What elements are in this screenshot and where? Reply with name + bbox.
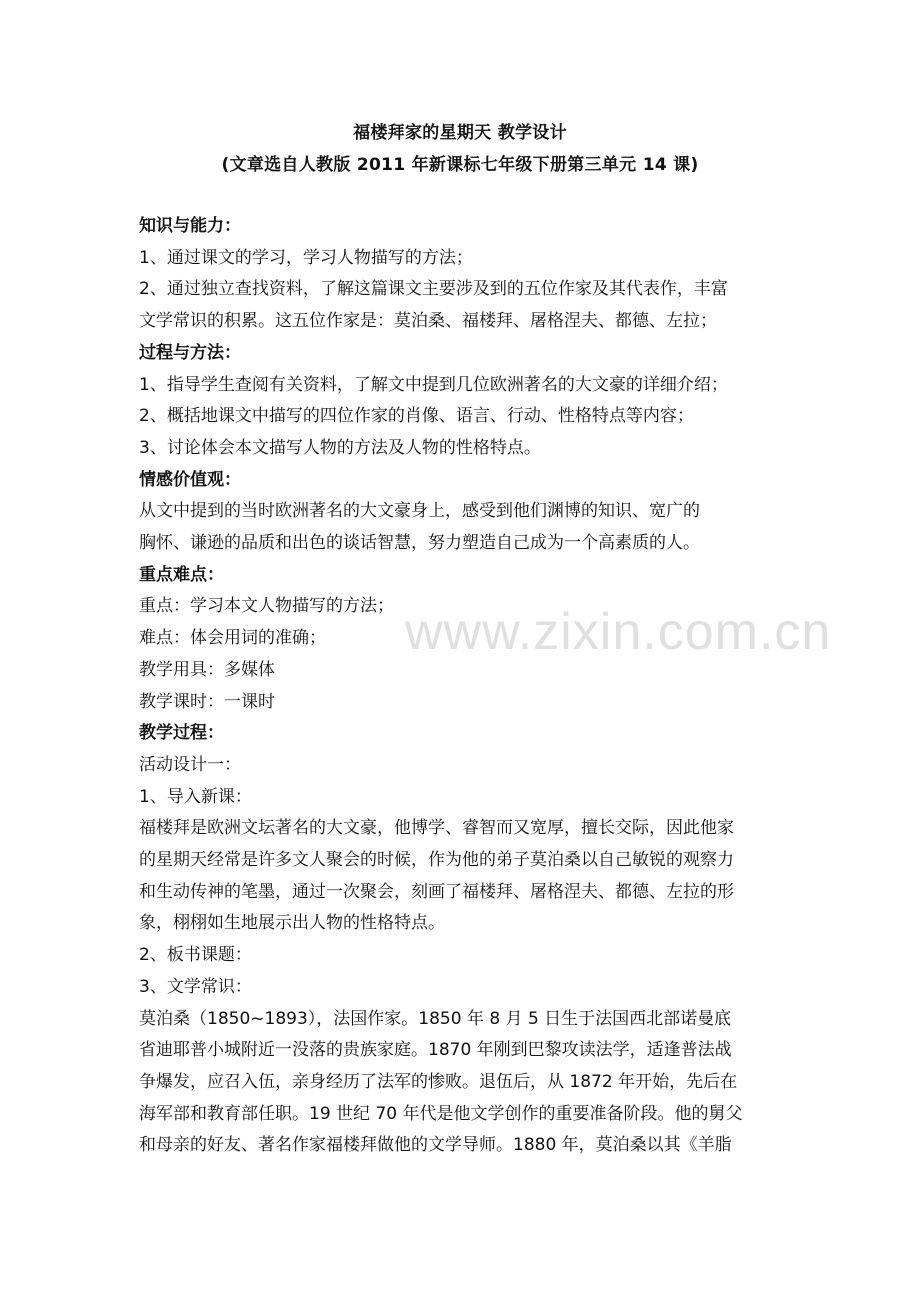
section-heading: 重点难点： [139,564,224,585]
section-heading: 教学过程： [139,723,224,744]
body-line: 活动设计一： [139,754,241,775]
section-heading: 情感价值观： [139,469,241,490]
body-line: 2、通过独立查找资料，了解这篇课文主要涉及到的五位作家及其代表作，丰富 [139,279,728,300]
section-heading: 过程与方法： [139,342,241,363]
body-line: 文学常识的积累。这五位作家是：莫泊桑、福楼拜、屠格涅夫、都德、左拉； [139,311,717,332]
body-line: 难点：体会用词的准确； [139,628,326,649]
section-heading: 知识与能力： [139,216,241,236]
body-line: 省迪耶普小城附近一没落的贵族家庭。1870 年刚到巴黎攻读法学，适逢普法战 [139,1040,732,1061]
document-title: 福楼拜家的星期天 教学设计 [353,123,567,143]
body-line: 福楼拜是欧洲文坛著名的大文豪，他博学、睿智而又宽厚，擅长交际，因此他家 [139,818,734,839]
body-line: 3、文学常识： [139,976,252,997]
body-line: 的星期天经常是许多文人聚会的时候，作为他的弟子莫泊桑以自己敏锐的观察力 [139,850,734,871]
body-line: 1、通过课文的学习，学习人物描写的方法； [139,247,473,268]
body-line: 和生动传神的笔墨，通过一次聚会，刻画了福楼拜、屠格涅夫、都德、左拉的形 [139,881,734,902]
body-line: 象，栩栩如生地展示出人物的性格特点。 [139,913,445,934]
document-subtitle: (文章选自人教版 2011 年新课标七年级下册第三单元 14 课) [221,155,699,175]
body-line: 教学课时：一课时 [139,691,275,712]
body-line: 争爆发，应召入伍，亲身经历了法军的惨败。退伍后，从 1872 年开始，先后在 [139,1071,738,1092]
document-body [139,211,784,1162]
body-line: 从文中提到的当时欧洲著名的大文豪身上，感受到他们渊博的知识、宽广的 [139,501,700,522]
body-line: 2、概括地课文中描写的四位作家的肖像、语言、行动、性格特点等内容； [139,406,694,427]
body-line: 胸怀、谦逊的品质和出色的谈话智慧，努力塑造自己成为一个高素质的人。 [139,533,700,554]
body-line: 海军部和教育部任职。19 世纪 70 年代是他文学创作的重要准备阶段。他的舅父 [139,1103,743,1124]
body-line: 和母亲的好友、著名作家福楼拜做他的文学导师。1880 年，莫泊桑以其《羊脂 [139,1135,732,1156]
body-line: 重点：学习本文人物描写的方法； [139,596,394,617]
watermark-text: www.zixin.com.cn [405,603,832,661]
body-line: 2、板书课题： [139,945,252,966]
body-line: 莫泊桑（1850~1893），法国作家。1850 年 8 月 5 日生于法国西北部诺曼底 [139,1008,732,1029]
body-line: 教学用具：多媒体 [139,659,275,680]
body-line: 1、导入新课： [139,786,252,807]
body-line: 1、指导学生查阅有关资料，了解文中提到几位欧洲著名的大文豪的详细介绍； [139,374,728,395]
body-line: 3、讨论体会本文描写人物的方法及人物的性格特点。 [139,437,541,458]
